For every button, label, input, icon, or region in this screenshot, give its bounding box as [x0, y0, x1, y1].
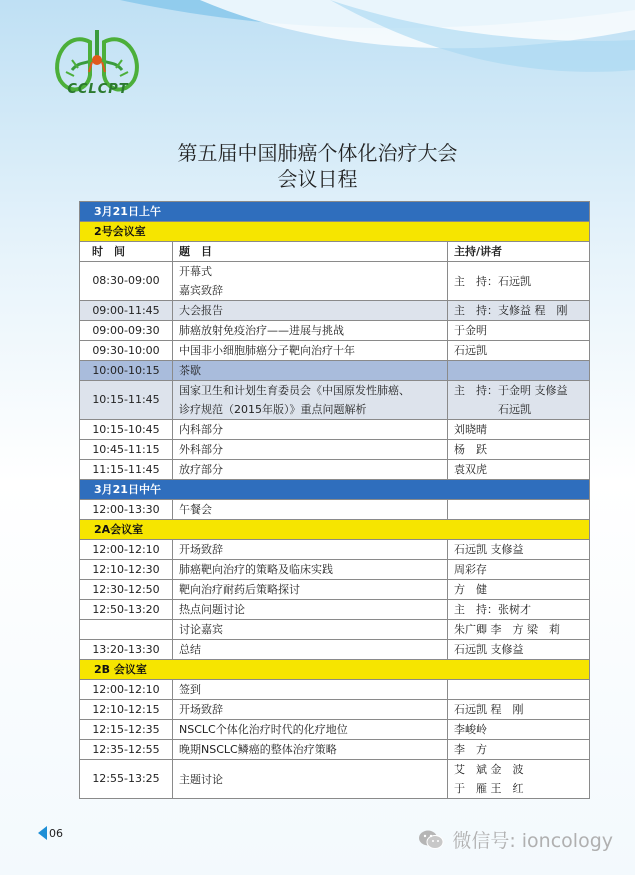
- topic-text: 外科部分: [179, 443, 223, 456]
- topic-cell: [173, 560, 448, 580]
- host-cell: [448, 440, 590, 460]
- topic-text: 内科部分: [179, 423, 223, 436]
- topic-text: 讨论嘉宾: [179, 623, 223, 636]
- host-cell: [448, 680, 590, 700]
- time-cell: 11:15-11:45: [80, 460, 173, 480]
- host-text: 主 持：支修益 程 刚: [454, 304, 568, 317]
- day-header: 3月21日上午: [80, 202, 590, 222]
- host-cell: [448, 600, 590, 620]
- room-header: 2B 会议室: [80, 660, 590, 680]
- topic-cell: [173, 680, 448, 700]
- time-cell: 10:00-10:15: [80, 361, 173, 381]
- host-cell: [448, 301, 590, 321]
- schedule-table: [79, 201, 590, 799]
- time-cell: 09:30-10:00: [80, 341, 173, 361]
- schedule-row: [80, 381, 590, 420]
- topic-cell: [173, 341, 448, 361]
- title-line-1: 第五届中国肺癌个体化治疗大会: [177, 141, 458, 165]
- time-cell: [80, 620, 173, 640]
- schedule-row: [80, 740, 590, 760]
- time-cell: 13:20-13:30: [80, 640, 173, 660]
- host-cell: [448, 760, 590, 799]
- schedule-row: [80, 341, 590, 361]
- topic-text: 午餐会: [179, 503, 212, 516]
- topic-cell: [173, 500, 448, 520]
- topic-text: NSCLC个体化治疗时代的化疗地位: [179, 723, 348, 736]
- schedule-row: [80, 301, 590, 321]
- time-cell: 12:10-12:15: [80, 700, 173, 720]
- page-number-text: 06: [49, 826, 63, 840]
- topic-cell: [173, 381, 448, 420]
- host-cell: [448, 361, 590, 381]
- host-text: 朱广卿 李 方 梁 莉: [454, 623, 560, 636]
- host-cell: [448, 640, 590, 660]
- time-cell: 10:15-10:45: [80, 420, 173, 440]
- schedule-row: [80, 262, 590, 301]
- host-cell: [448, 580, 590, 600]
- wechat-icon: [418, 829, 444, 851]
- page-title: [0, 140, 635, 192]
- topic-cell: [173, 760, 448, 799]
- topic-text: 热点问题讨论: [179, 603, 245, 616]
- topic-cell: [173, 460, 448, 480]
- day-header: 3月21日中午: [80, 480, 590, 500]
- schedule-row: [80, 700, 590, 720]
- host-cell: [448, 720, 590, 740]
- wechat-text: 微信号: ioncology: [452, 830, 613, 852]
- topic-text: 靶向治疗耐药后策略探讨: [179, 583, 300, 596]
- time-cell: 10:45-11:15: [80, 440, 173, 460]
- room-header: 2A会议室: [80, 520, 590, 540]
- topic-cell: [173, 620, 448, 640]
- host-cell: [448, 740, 590, 760]
- topic-text: 晚期NSCLC鳞癌的整体治疗策略: [179, 743, 337, 756]
- topic-cell: [173, 600, 448, 620]
- host-text: 主 持：石远凯: [454, 274, 531, 288]
- topic-cell: [173, 740, 448, 760]
- schedule-row: [80, 500, 590, 520]
- host-cell: [448, 620, 590, 640]
- schedule-row: [80, 361, 590, 381]
- topic-text: 茶歇: [179, 364, 201, 377]
- schedule-row: [80, 680, 590, 700]
- topic-text: 肺癌靶向治疗的策略及临床实践: [179, 563, 333, 576]
- topic-text: 签到: [179, 683, 201, 696]
- host-text: 于金明: [454, 324, 487, 337]
- host-cell: [448, 262, 590, 301]
- host-cell: [448, 700, 590, 720]
- room-header-row: [80, 520, 590, 540]
- host-text: 石远凯: [454, 403, 531, 416]
- column-header-row: [80, 242, 590, 262]
- topic-text: 开幕式: [179, 265, 212, 278]
- column-header-topic: 题 目: [173, 242, 448, 262]
- topic-text: 开场致辞: [179, 703, 223, 716]
- host-cell: [448, 460, 590, 480]
- topic-cell: [173, 262, 448, 301]
- topic-text: 中国非小细胞肺癌分子靶向治疗十年: [179, 344, 355, 357]
- topic-cell: [173, 420, 448, 440]
- host-text: 主 持：于金明 支修益: [454, 384, 568, 397]
- host-text: 刘晓晴: [454, 423, 487, 436]
- host-text: 李 方: [454, 743, 487, 756]
- time-cell: 12:00-12:10: [80, 680, 173, 700]
- wechat-watermark: [418, 826, 613, 853]
- time-cell: 09:00-09:30: [80, 321, 173, 341]
- time-cell: 12:00-13:30: [80, 500, 173, 520]
- topic-cell: [173, 440, 448, 460]
- topic-cell: [173, 361, 448, 381]
- day-header-row: [80, 202, 590, 222]
- time-cell: 12:10-12:30: [80, 560, 173, 580]
- topic-text: 诊疗规范（2015年版）》重点问题解析: [179, 403, 367, 416]
- room-header-row: [80, 222, 590, 242]
- topic-cell: [173, 301, 448, 321]
- host-cell: [448, 500, 590, 520]
- schedule-row: [80, 760, 590, 799]
- time-cell: 09:00-11:45: [80, 301, 173, 321]
- topic-cell: [173, 580, 448, 600]
- host-cell: [448, 341, 590, 361]
- host-text: 袁双虎: [454, 463, 487, 476]
- schedule-row: [80, 321, 590, 341]
- schedule-row: [80, 640, 590, 660]
- time-cell: 12:30-12:50: [80, 580, 173, 600]
- host-cell: [448, 560, 590, 580]
- logo-text: CCLCPT: [67, 82, 129, 97]
- host-text: 方 健: [454, 583, 487, 596]
- room-header-row: [80, 660, 590, 680]
- topic-text: 国家卫生和计划生育委员会《中国原发性肺癌、: [179, 384, 410, 397]
- column-header-host: 主持/讲者: [448, 242, 590, 262]
- schedule-row: [80, 540, 590, 560]
- host-text: 石远凯 支修益: [454, 543, 524, 556]
- column-header-time: 时 间: [80, 242, 173, 262]
- topic-text: 大会报告: [179, 304, 223, 317]
- host-text: 艾 斌 金 波: [454, 763, 524, 776]
- time-cell: 08:30-09:00: [80, 262, 173, 301]
- schedule-row: [80, 460, 590, 480]
- host-text: 于 雁 王 红: [454, 782, 524, 795]
- host-text: 石远凯 支修益: [454, 643, 524, 656]
- topic-cell: [173, 321, 448, 341]
- time-cell: 12:55-13:25: [80, 760, 173, 799]
- page-marker-icon: [38, 826, 47, 840]
- schedule-row: [80, 620, 590, 640]
- host-text: 李峻岭: [454, 723, 487, 736]
- schedule-row: [80, 440, 590, 460]
- time-cell: 12:50-13:20: [80, 600, 173, 620]
- schedule-row: [80, 580, 590, 600]
- host-cell: [448, 321, 590, 341]
- time-cell: 12:35-12:55: [80, 740, 173, 760]
- topic-text: 主题讨论: [179, 772, 223, 786]
- host-cell: [448, 420, 590, 440]
- topic-text: 放疗部分: [179, 463, 223, 476]
- topic-text: 肺癌放射免疫治疗——进展与挑战: [179, 324, 344, 337]
- room-header: 2号会议室: [80, 222, 590, 242]
- topic-cell: [173, 720, 448, 740]
- page-number: [38, 826, 63, 840]
- topic-cell: [173, 640, 448, 660]
- topic-text: 总结: [179, 643, 201, 656]
- schedule-row: [80, 720, 590, 740]
- topic-cell: [173, 700, 448, 720]
- title-line-2: 会议日程: [277, 167, 358, 191]
- schedule-row: [80, 420, 590, 440]
- day-header-row: [80, 480, 590, 500]
- host-text: 石远凯: [454, 344, 487, 357]
- topic-text: 嘉宾致辞: [179, 284, 223, 297]
- time-cell: 10:15-11:45: [80, 381, 173, 420]
- topic-text: 开场致辞: [179, 543, 223, 556]
- topic-cell: [173, 540, 448, 560]
- host-text: 杨 跃: [454, 443, 487, 456]
- host-text: 石远凯 程 刚: [454, 703, 524, 716]
- time-cell: 12:15-12:35: [80, 720, 173, 740]
- host-text: 周彩存: [454, 563, 487, 576]
- schedule-row: [80, 560, 590, 580]
- time-cell: 12:00-12:10: [80, 540, 173, 560]
- host-cell: [448, 540, 590, 560]
- host-cell: [448, 381, 590, 420]
- schedule-row: [80, 600, 590, 620]
- host-text: 主 持：张树才: [454, 603, 531, 616]
